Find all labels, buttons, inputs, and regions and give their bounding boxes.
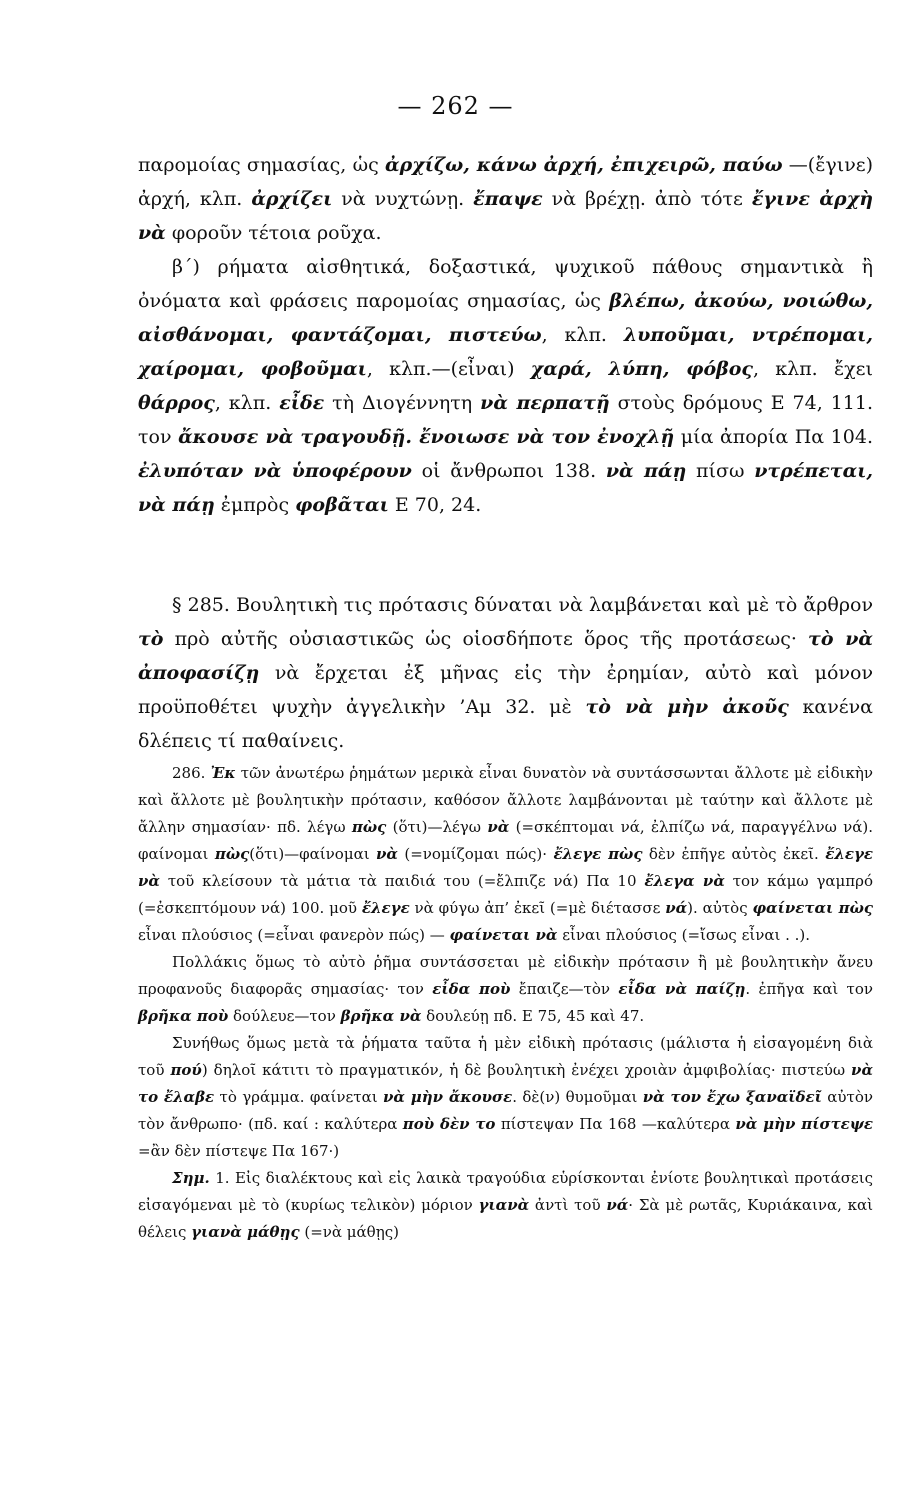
- emphasized-term: πὼς: [214, 845, 250, 863]
- text-block-upper: [138, 148, 873, 522]
- text-run: β΄) ρήματα αἰσθητικά, δοξαστικά, ψυχικοῦ πάθους σημαντικὰ ἢ ὀνόματα καὶ φράσεις παρομοίας σημασίας, ὡς: [138, 256, 873, 312]
- text-run: φοροῦν τέτοια ροῦχα.: [165, 222, 382, 244]
- text-run: τον κάμω γαμπρό (=ἐσκεπτόμουν νά) 100. μοῦ: [138, 872, 873, 917]
- emphasized-term: πού: [170, 1061, 202, 1079]
- emphasized-term: νὰ τον ἔχω ξαναϊδεῖ: [642, 1088, 822, 1106]
- text-run: . δὲ(ν) θυμοῦμαι: [512, 1088, 643, 1106]
- emphasized-term: νὰ περπατῇ: [480, 392, 610, 414]
- text-run: (ὅτι)—λέγω: [386, 818, 488, 836]
- text-run: τοῦ κλείσουν τὰ μάτια τὰ παιδιά του (=ἔλπιζε νά) Πα 10: [159, 872, 645, 890]
- emphasized-term: φαίνεται νὰ: [449, 926, 558, 944]
- text-run: νὰ βρέχῃ. ἀπὸ τότε: [542, 188, 752, 210]
- text-run: 286.: [172, 764, 211, 782]
- text-run: οἱ ἄνθρωποι 138.: [411, 460, 606, 482]
- text-run: τῶν ἀνωτέρω ῥημάτων μερικὰ εἶναι δυνατὸν νὰ συντάσσωνται ἄλλοτε μὲ εἰδικὴν καὶ ἄλλοτε μὲ βουλητικὴν πρότασιν, καθόσον ἄλλοτε λαμβάνονται μὲ ταύτην καὶ ἄλλοτε μὲ ἄλλην σημασίαν· πδ. λέγω: [138, 764, 873, 836]
- text-run: εἶναι πλούσιος (=ἴσως εἶναι . .).: [557, 926, 811, 944]
- text-run: νὰ ἔρχεται ἐξ μῆνας εἰς τὴν ἐρημίαν, αὐτὸ καὶ μόνον προϋποθέτει ψυχὴν ἀγγελικὴν ’Αμ 32. μὲ: [138, 662, 873, 718]
- text-run: —(ἔγινε) ἀρχή, κλπ.: [138, 154, 873, 210]
- emphasized-term: τὸ νὰ μὴν ἀκοῦς: [585, 696, 789, 718]
- text-run: ) δηλοῖ κάτιτι τὸ πραγματικόν, ἡ δὲ βουλητικὴ ἐνέχει χροιὰν ἀμφιβολίας· πιστεύω: [201, 1061, 852, 1079]
- section-285: [138, 588, 873, 758]
- text-run: , κλπ. ἔχει: [752, 358, 873, 380]
- emphasized-term: ἔγινε ἀρχὴ νὰ: [138, 188, 874, 244]
- text-run: ἐμπρὸς: [214, 494, 296, 516]
- text-run: . ἐπῆγα καὶ τον: [745, 980, 874, 998]
- paragraph: [138, 148, 873, 250]
- emphasized-term: λυποῦμαι, ντρέπομαι, χαίρομαι, φοβοῦμαι: [138, 324, 873, 380]
- emphasized-term: ἔπαψε: [473, 188, 543, 210]
- emphasized-term: ἔλεγα νὰ: [644, 872, 725, 890]
- emphasized-term: νὰ το ἔλαβε: [138, 1061, 873, 1106]
- text-run: 1. Εἰς διαλέκτους καὶ εἰς λαικὰ τραγούδια εὑρίσκονται ἐνίοτε βουλητικαὶ προτάσεις εἰσαγόμεναι μὲ τὸ (κυρίως τελικὸν) μόριον: [138, 1169, 873, 1214]
- text-run: πίστεψαν Πα 168 —καλύτερα: [495, 1115, 736, 1133]
- emphasized-term: νὰ: [487, 818, 510, 836]
- paragraph: [138, 949, 873, 1030]
- text-run: ἀντὶ τοῦ: [529, 1196, 607, 1214]
- text-run: (ὅτι)—φαίνομαι: [249, 845, 376, 863]
- emphasized-term: χαρά, λύπη, φόβος: [530, 358, 753, 380]
- text-run: δὲν ἐπῆγε αὐτὸς ἐκεῖ.: [642, 845, 826, 863]
- paragraph: [138, 250, 873, 522]
- emphasized-term: νὰ μὴν πίστεψε: [735, 1115, 874, 1133]
- section-286: [138, 760, 873, 1246]
- paragraph: [138, 1030, 873, 1165]
- emphasized-term: ποὺ δὲν το: [402, 1115, 496, 1133]
- text-run: αὐτὸν τὸν ἄνθρωπο· (πδ. καί : καλύτερα: [138, 1088, 873, 1133]
- text-run: § 285. Βουλητικὴ τις πρότασις δύναται νὰ λαμβάνεται καὶ μὲ τὸ ἄρθρον: [172, 594, 873, 616]
- emphasized-term: ἔλεγε: [361, 899, 410, 917]
- emphasized-term: εἶδε: [279, 392, 325, 414]
- text-run: ἔπαιζε—τὸν: [510, 980, 619, 998]
- text-run: δούλευε—τον: [228, 1007, 341, 1025]
- emphasized-term: βλέπω, ἀκούω, νοιώθω, αἰσθάνομαι, φαντάζομαι, πιστεύω: [138, 290, 873, 346]
- emphasized-term: θάρρος: [138, 392, 215, 414]
- emphasized-term: ἀρχίζω, κάνω ἀρχή, ἐπιχειρῶ, παύω: [384, 154, 783, 176]
- emphasized-term: γιανὰ: [478, 1196, 530, 1214]
- emphasized-term: νά: [665, 899, 688, 917]
- text-run: μία ἀπορία Πα 104.: [674, 426, 873, 448]
- text-run: τὴ Διογέννητη: [324, 392, 481, 414]
- emphasized-term: τὸ: [138, 628, 164, 650]
- text-run: ). αὐτὸς: [687, 899, 753, 917]
- text-run: πρὸ αὐτῆς οὐσιαστικῶς ὡς οἱοσδήποτε ὅρος τῆς προτάσεως·: [163, 628, 809, 650]
- note-paragraph: [138, 1165, 873, 1246]
- text-run: εἶναι πλούσιος (=εἶναι φανερὸν πώς) —: [138, 926, 450, 944]
- text-run: Πολλάκις ὅμως τὸ αὐτὸ ῥῆμα συντάσσεται μὲ εἰδικὴν πρότασιν ἢ μὲ βουλητικὴν ἄνευ προφανοῦς διαφορᾶς σημασίας· τον: [138, 953, 873, 998]
- text-run: δουλεύῃ πδ. Ε 75, 45 καὶ 47.: [421, 1007, 645, 1025]
- emphasized-term: ἔλεγε νὰ: [138, 845, 873, 890]
- emphasized-term: φαίνεται πὼς: [752, 899, 873, 917]
- text-run: Συνήθως ὅμως μετὰ τὰ ῥήματα ταῦτα ἡ μὲν εἰδικὴ πρότασις (μάλιστα ἡ εἰσαγομένη διὰ τοῦ: [138, 1034, 873, 1079]
- text-run: κανένα δλέπεις τί παθαίνεις.: [138, 696, 873, 752]
- text-run: στοὺς δρόμους Ε 74, 111. τον: [138, 392, 874, 448]
- emphasized-term: Ἐκ: [210, 764, 236, 782]
- emphasized-term: γιανὰ μάθῃς: [191, 1223, 300, 1241]
- emphasized-term: ἔλεγε πὼς: [553, 845, 643, 863]
- emphasized-term: βρῆκα νὰ: [340, 1007, 422, 1025]
- text-run: · Σὰ μὲ ρωτᾶς, Κυριάκαινα, καὶ θέλεις: [138, 1196, 873, 1241]
- text-run: Ε 70, 24.: [388, 494, 482, 516]
- text-run: νὰ νυχτώνῃ.: [332, 188, 474, 210]
- emphasized-term: τὸ νὰ ἀποφασίζῃ: [138, 628, 873, 684]
- emphasized-term: Σημ.: [172, 1169, 210, 1187]
- emphasized-term: νὰ μὴν ἄκουσε: [382, 1088, 513, 1106]
- emphasized-term: νὰ: [376, 845, 398, 863]
- emphasized-term: νά: [606, 1196, 629, 1214]
- text-run: νὰ φύγω ἀπ’ ἐκεῖ (=μὲ διέτασσε: [409, 899, 666, 917]
- text-run: , κλπ.—(εἶναι): [366, 358, 531, 380]
- page-number: — 262 —: [397, 92, 514, 120]
- paragraph: [138, 588, 873, 758]
- text-run: , κλπ.: [214, 392, 280, 414]
- text-run: (=νομίζομαι πώς)·: [397, 845, 554, 863]
- text-run: παρομοίας σημασίας, ὡς: [138, 154, 385, 176]
- emphasized-term: ντρέπεται, νὰ πάῃ: [138, 460, 874, 516]
- emphasized-term: εἶδα ποὺ: [432, 980, 511, 998]
- emphasized-term: βρῆκα ποὺ: [138, 1007, 229, 1025]
- emphasized-term: νὰ πάῃ: [605, 460, 687, 482]
- text-run: =ἂν δὲν πίστεψε Πα 167·): [138, 1142, 340, 1160]
- paragraph: [138, 760, 873, 949]
- emphasized-term: φοβᾶται: [295, 494, 389, 516]
- emphasized-term: ἄκουσε νὰ τραγουδῇ. ἔνοιωσε νὰ τον ἐνοχλῇ: [178, 426, 675, 448]
- text-run: (=σκέπτομαι νά, ἐλπίζω νά, παραγγέλνω νά). φαίνομαι: [138, 818, 873, 863]
- emphasized-term: ἐλυπόταν νὰ ὑποφέρουν: [138, 460, 412, 482]
- text-run: , κλπ.: [541, 324, 624, 346]
- emphasized-term: ἀρχίζει: [251, 188, 333, 210]
- emphasized-term: πὼς: [351, 818, 387, 836]
- text-run: τὸ γράμμα. φαίνεται: [214, 1088, 383, 1106]
- emphasized-term: εἶδα νὰ παίζῃ: [618, 980, 746, 998]
- text-run: πίσω: [686, 460, 755, 482]
- text-run: (=νὰ μάθῃς): [299, 1223, 399, 1241]
